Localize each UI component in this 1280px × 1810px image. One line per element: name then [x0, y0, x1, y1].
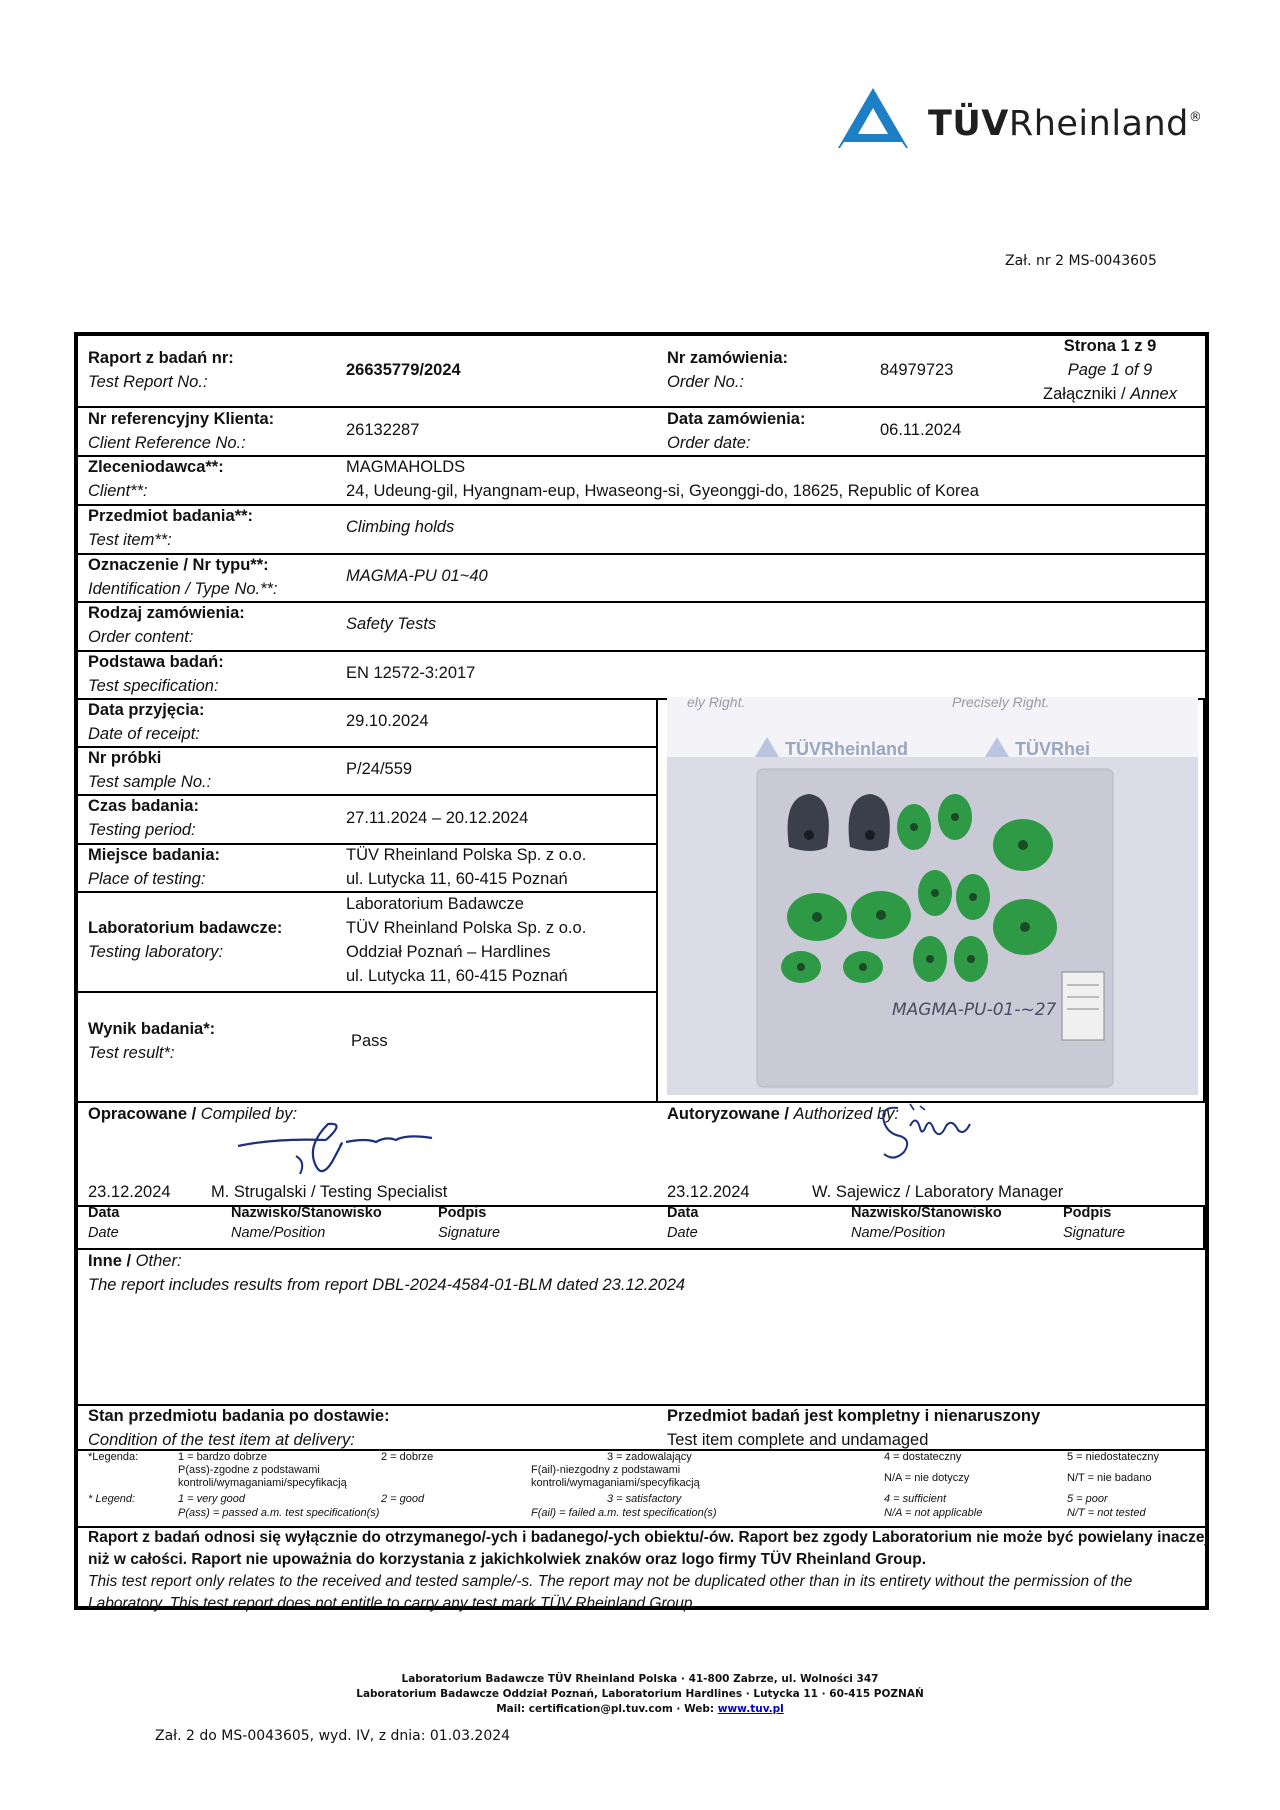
- client-ref-label: Nr referencyjny Klienta: Client Reference No.:: [88, 410, 275, 452]
- banner-logo-text: TÜVRhei: [1015, 739, 1091, 759]
- test-item-label: Przedmiot badania**: Test item**:: [88, 507, 254, 549]
- client-label: Zleceniodawca**: Client**:: [88, 458, 224, 500]
- registered-mark: ®: [1188, 110, 1203, 125]
- receipt-date-value: 29.10.2024: [346, 712, 429, 730]
- legend-label-pl: *Legenda:: [88, 1451, 139, 1463]
- signature-sajewicz: [870, 1096, 980, 1170]
- legend-pl-1: 1 = bardzo dobrze: [178, 1451, 267, 1463]
- test-result-label: Wynik badania*: Test result*:: [88, 1020, 216, 1062]
- compiled-date: 23.12.2024: [88, 1183, 171, 1201]
- legend-label-en: * Legend:: [88, 1493, 136, 1505]
- legend-en-fail: F(ail) = failed a.m. test specification(s): [531, 1507, 717, 1519]
- compiled-name: M. Strugalski / Testing Specialist: [211, 1183, 448, 1201]
- sample-no-value: P/24/559: [346, 760, 413, 778]
- form-reference: Zał. 2 do MS-0043605, wyd. IV, z dnia: 01.03.2024: [155, 1728, 511, 1744]
- green-hold: [918, 870, 952, 916]
- legend-pl-fail: F(ail)-niezgodny z podstawami kontroli/wymaganiami/specyfikacją: [531, 1464, 700, 1489]
- condition-value: Przedmiot badań jest kompletny i nienaruszony Test item complete and undamaged: [667, 1407, 1041, 1449]
- order-no-value: 84979723: [880, 361, 954, 379]
- test-result-value: Pass: [351, 1032, 388, 1050]
- column-divider: [1203, 1205, 1205, 1248]
- tuv-triangle-icon: [838, 88, 908, 148]
- legend-en-pass: P(ass) = passed a.m. test specification(s): [178, 1507, 380, 1519]
- client-ref-value: 26132287: [346, 421, 420, 439]
- testing-period-value: 27.11.2024 – 20.12.2024: [346, 809, 529, 827]
- sample-photo: [667, 697, 1198, 1095]
- green-hold: [993, 899, 1057, 955]
- green-hold: [938, 794, 972, 840]
- green-hold: [787, 893, 847, 941]
- green-hold: [897, 804, 931, 850]
- legend-pl-nt: N/T = nie badano: [1067, 1472, 1152, 1484]
- identification-value: MAGMA-PU 01~40: [346, 567, 488, 585]
- identification-label: Oznaczenie / Nr typu**: Identification / Type No.**:: [88, 556, 278, 598]
- col-name-left: Nazwisko/Stanowisko Name/Position: [231, 1205, 382, 1241]
- legend-en-2: 2 = good: [381, 1493, 425, 1505]
- legend-en-na: N/A = not applicable: [884, 1507, 983, 1519]
- col-date-right: Data Date: [667, 1205, 699, 1241]
- legend-pl-4: 4 = dostateczny: [884, 1451, 962, 1463]
- banner-tagline-left: ely Right.: [687, 697, 746, 710]
- receipt-date-label: Data przyjęcia: Date of receipt:: [88, 701, 205, 743]
- column-divider: [1203, 698, 1205, 1101]
- authorized-by-label: Autoryzowane / Authorized by:: [667, 1105, 899, 1123]
- order-date-label: Data zamówienia: Order date:: [667, 410, 806, 452]
- green-hold: [851, 891, 911, 939]
- legend-en-3: 3 = satisfactory: [607, 1493, 682, 1505]
- authorized-date: 23.12.2024: [667, 1183, 750, 1201]
- testing-period-label: Czas badania: Testing period:: [88, 797, 199, 839]
- green-hold: [954, 936, 988, 982]
- laboratory-value: Laboratorium Badawcze TÜV Rheinland Polska Sp. z o.o. Oddział Poznań – Hardlines ul. Lutycka 11, 60-415 Poznań: [346, 895, 587, 985]
- climbing-holds-image: [667, 697, 1198, 1095]
- place-label: Miejsce badania: Place of testing:: [88, 846, 221, 888]
- green-hold: [993, 819, 1053, 871]
- logo-wordmark: [928, 104, 1202, 144]
- col-signature-left: Podpis Signature: [438, 1205, 501, 1241]
- legend-en-4: 4 = sufficient: [884, 1493, 947, 1505]
- row-divider: [78, 991, 656, 993]
- green-hold: [913, 936, 947, 982]
- other-text: The report includes results from report DBL-2024-4584-01-BLM dated 23.12.2024: [88, 1276, 686, 1294]
- legend-pl-pass: P(ass)-zgodne z podstawami kontroli/wymaganiami/specyfikacją: [178, 1464, 347, 1489]
- legend-pl-5: 5 = niedostateczny: [1067, 1451, 1160, 1463]
- legend-pl-na: N/A = nie dotyczy: [884, 1472, 970, 1484]
- compiled-by-label: Opracowane / Compiled by:: [88, 1105, 298, 1123]
- sample-tag: [1062, 972, 1104, 1040]
- order-date-value: 06.11.2024: [880, 421, 962, 439]
- legend-pl-2: 2 = dobrze: [381, 1451, 434, 1463]
- banner-tagline-right: Precisely Right.: [952, 697, 1050, 710]
- place-value: TÜV Rheinland Polska Sp. z o.o. ul. Lutycka 11, 60-415 Poznań: [346, 846, 587, 888]
- dark-hold: [849, 794, 890, 851]
- green-hold: [956, 874, 990, 920]
- legend-en-5: 5 = poor: [1067, 1493, 1108, 1505]
- footer-contact: Mail: certification@pl.tuv.com · Web: www.tuv.pl: [496, 1703, 784, 1715]
- sample-no-label: Nr próbki Test sample No.:: [88, 749, 212, 791]
- other-section: Inne / Other: The report includes results from report DBL-2024-4584-01-BLM dated 23.12.2024: [88, 1249, 685, 1297]
- disclaimer-pl: Raport z badań odnosi się wyłącznie do otrzymanego/-ych i badanego/-ych obiektu/-ów. Raport bez zgody Laboratorium nie może być powielany inaczej niż w całości. Raport nie upoważnia do korzystania z jakichkolwiek znaków oraz logo firmy TÜV Rheinland Group.: [88, 1529, 1209, 1568]
- laboratory-label: Laboratorium badawcze: Testing laboratory:: [88, 919, 283, 961]
- page-info: Strona 1 z 9 Page 1 of 9 Załączniki / Annex: [1043, 337, 1177, 403]
- legend-pl-3: 3 = zadowalający: [607, 1451, 692, 1463]
- col-name-right: Nazwisko/Stanowisko Name/Position: [851, 1205, 1002, 1241]
- website-link[interactable]: www.tuv.pl: [717, 1703, 784, 1715]
- legend-en-nt: N/T = not tested: [1067, 1507, 1146, 1519]
- report-no-value: 26635779/2024: [346, 361, 461, 379]
- col-signature-right: Podpis Signature: [1063, 1205, 1126, 1241]
- legend-en-1: 1 = very good: [178, 1493, 245, 1505]
- order-content-value: Safety Tests: [346, 615, 437, 633]
- col-date-left: Data Date: [88, 1205, 120, 1241]
- test-spec-value: EN 12572-3:2017: [346, 664, 476, 682]
- dark-hold: [788, 794, 829, 851]
- banner-logo-text: TÜVRheinland: [785, 739, 909, 759]
- logo-text-bold: TÜV: [928, 104, 1009, 144]
- authorized-name: W. Sajewicz / Laboratory Manager: [812, 1183, 1064, 1201]
- signature-strugalski: [236, 1116, 436, 1186]
- column-divider: [656, 698, 658, 1101]
- test-item-value: Climbing holds: [346, 518, 455, 536]
- annex-reference: Zał. nr 2 MS-0043605: [1005, 253, 1157, 269]
- handwritten-label: MAGMA-PU-01-~27: [892, 1000, 1057, 1020]
- order-no-label: Nr zamówienia: Order No.:: [667, 349, 789, 391]
- report-no-label: Raport z badań nr: Test Report No.:: [88, 349, 234, 391]
- page-footer: [0, 1672, 1280, 1717]
- test-spec-label: Podstawa badań: Test specification:: [88, 653, 224, 695]
- logo-text-regular: Rheinland: [1008, 104, 1189, 144]
- footer-address-line1: Laboratorium Badawcze TÜV Rheinland Polska · 41-800 Zabrze, ul. Wolności 347: [401, 1673, 879, 1685]
- green-hold: [781, 951, 821, 983]
- footer-address-line2: Laboratorium Badawcze Oddział Poznań, Laboratorium Hardlines · Lutycka 11 · 60-415 POZNAŃ: [356, 1688, 924, 1700]
- row-divider: [78, 601, 1205, 603]
- disclaimer-en: This test report only relates to the received and tested sample/-s. The report may not be duplicated other than in its entirety without the permission of the Laboratory. This test report does not entitle to carry any test mark TÜV Rheinland Group.: [88, 1573, 1133, 1612]
- green-hold: [843, 951, 883, 983]
- order-content-label: Rodzaj zamówienia: Order content:: [88, 604, 245, 646]
- client-value: MAGMAHOLDS 24, Udeung-gil, Hyangnam-eup, Hwaseong-si, Gyeonggi-do, 18625, Republic of Korea: [346, 458, 979, 500]
- row-divider: [78, 650, 1205, 652]
- condition-label: Stan przedmiotu badania po dostawie: Condition of the test item at delivery:: [88, 1407, 390, 1449]
